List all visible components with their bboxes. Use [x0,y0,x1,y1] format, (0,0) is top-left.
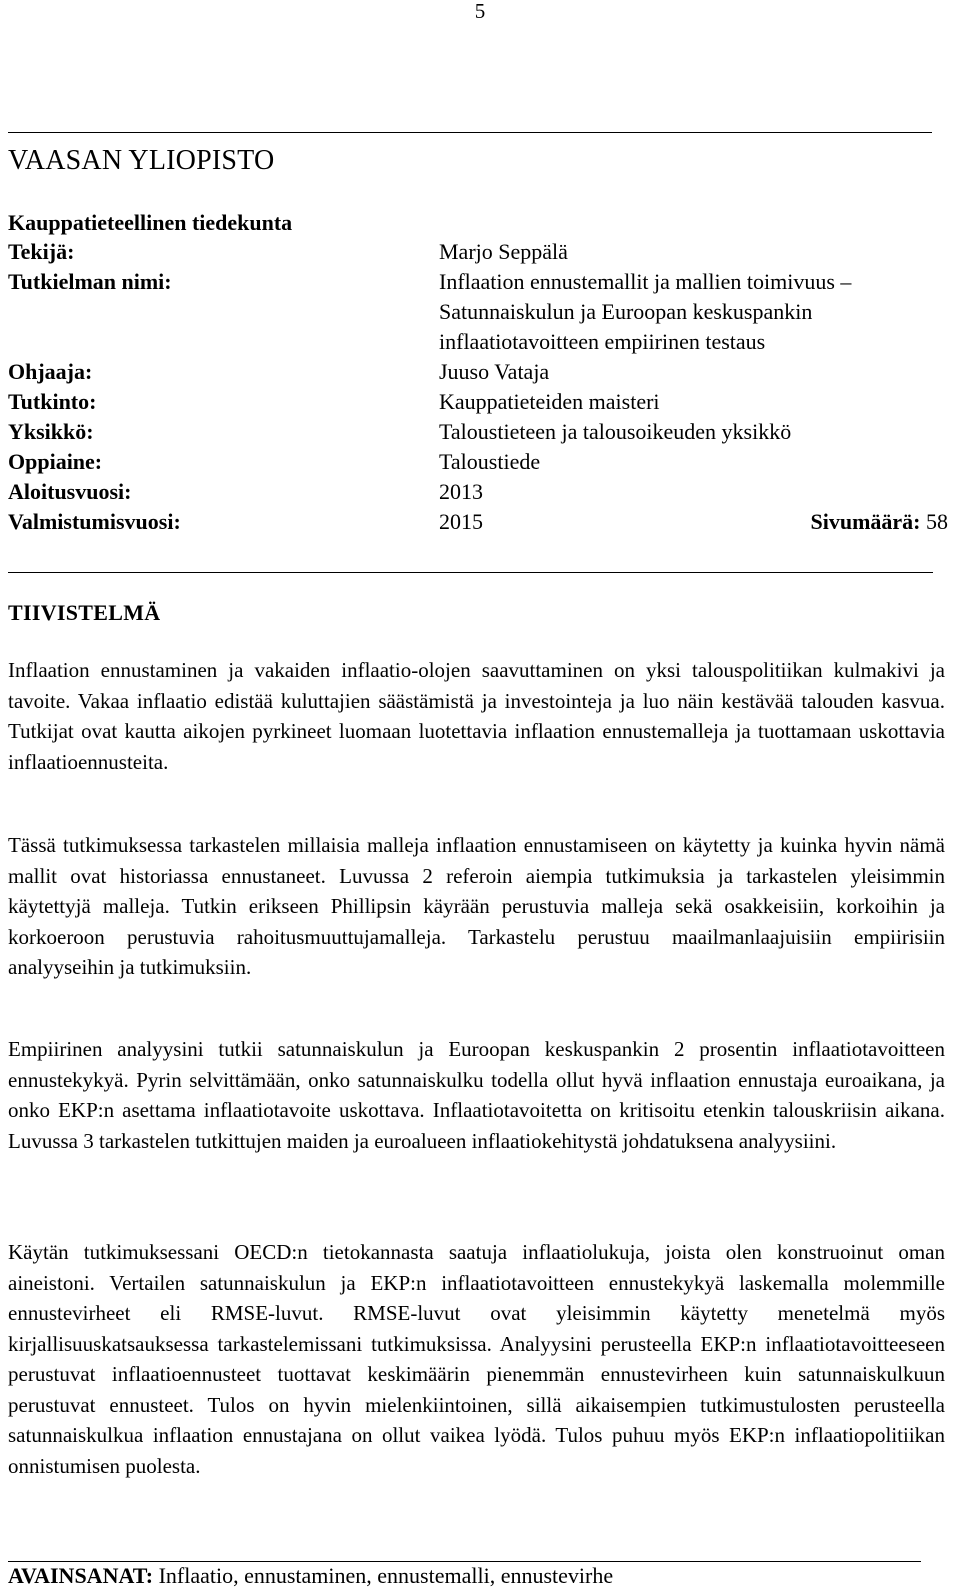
thesis-metadata [8,237,948,537]
faculty-name: Kauppatieteellinen tiedekunta [8,210,293,235]
unit-value: Taloustieteen ja talousoikeuden yksikkö [439,419,792,444]
author-label: Tekijä: [8,239,75,264]
keywords-value: Inflaatio, ennustaminen, ennustemalli, ennustevirhe [158,1563,614,1588]
unit-row [8,417,948,447]
keywords [8,1563,613,1589]
subject-row [8,447,948,477]
end-year-label: Valmistumisvuosi: [8,509,181,534]
thesis-title-row-2 [8,297,948,327]
end-year-row [8,507,948,537]
start-year-value: 2013 [439,479,483,504]
page-count-value: 58 [926,509,948,534]
page-number: 5 [474,0,486,23]
start-year-row [8,477,948,507]
thesis-title-label: Tutkielman nimi: [8,269,172,294]
page-count [811,507,949,537]
keywords-label: AVAINSANAT: [8,1563,154,1588]
thesis-title-row [8,267,948,297]
abstract-text-4: Käytän tutkimuksessani OECD:n tietokannasta saatuja inflaatiolukuja, joista olen konstruoinut oman aineistoni. Vertailen satunnaiskulun ja EKP:n inflaatiotavoitteen ennustekykyä laskemalla molemmille ennustevirheet eli RMSE-luvut. RMSE-luvut ovat yleisimmin käytetty menetelmä myös kirjallisuuskatsauksessa tarkastelemissani tutkimuksissa. Analyysini perusteella EKP:n inflaatiotavoitteeseen perustuvat inflaatioennusteet tuottavat keskimäärin pienemmän ennustevirheen kuin satunnaiskulkuun perustuvat ennusteet. Tulos on hyvin mielenkiintoinen, sillä aikaisempien tutkimustulosten perusteella satunnaiskulkua inflaation ennustajana on ollut vaikea lyödä. Tulos puhuu myös EKP:n inflaatiopolitiikan onnistumisen puolesta. [8,1240,945,1478]
page-count-label: Sivumäärä: [810,509,921,534]
university-name: VAASAN YLIOPISTO [8,145,275,176]
thesis-title-line-2: Satunnaiskulun ja Euroopan keskuspankin [439,299,813,324]
bottom-divider [8,1561,921,1562]
abstract-text-1: Inflaation ennustaminen ja vakaiden inflaatio-olojen saavuttaminen on yksi talouspolitiikan kulmakivi ja tavoite. Vakaa inflaatio edistää kuluttajien säästämistä ja investointeja ja luo näin kestävää talouden kasvua. Tutkijat ovat kautta aikojen pyrkineet luomaan luotettavia inflaation ennustemalleja ja tuottamaan uskottavia inflaatioennusteita. [8,658,945,774]
abstract-heading: TIIVISTELMÄ [8,600,161,625]
subject-value: Taloustiede [439,449,541,474]
start-year-label: Aloitusvuosi: [8,479,132,504]
supervisor-label: Ohjaaja: [8,359,93,384]
thesis-title-row-3 [8,327,948,357]
unit-label: Yksikkö: [8,419,94,444]
top-divider [8,132,932,133]
supervisor-value: Juuso Vataja [439,359,550,384]
thesis-title-line-3: inflaatiotavoitteen empiirinen testaus [439,329,766,354]
abstract-paragraph-2 [8,830,945,983]
degree-label: Tutkinto: [8,389,97,414]
author-value: Marjo Seppälä [439,239,568,264]
author-row [8,237,948,267]
middle-divider [8,572,933,573]
abstract-paragraph-1 [8,655,945,777]
thesis-title-line-1: Inflaation ennustemallit ja mallien toimivuus – [439,269,852,294]
abstract-text-2: Tässä tutkimuksessa tarkastelen millaisia malleja inflaation ennustamiseen on käytetty ja kuinka hyvin nämä mallit ovat historiassa ennustaneet. Luvussa 2 referoin aiempia tutkimuksia ja tarkastelen yleisimmin käytettyjä malleja. Tutkin erikseen Phillipsin käyrään perustuvia malleja sekä osakkeisiin, korkoihin ja korkoeroon perustuvia rahoitusmuuttujamalleja. Tarkastelu perustuu maailmanlaajuisiin empiirisiin analyyseihin ja tutkimuksiin. [8,833,945,979]
abstract-paragraph-3 [8,1034,945,1156]
subject-label: Oppiaine: [8,449,103,474]
supervisor-row [8,357,948,387]
degree-row [8,387,948,417]
end-year-value: 2015 [439,509,483,534]
abstract-paragraph-4 [8,1237,945,1481]
abstract-text-3: Empiirinen analyysini tutkii satunnaiskulun ja Euroopan keskuspankin 2 prosentin inflaatiotavoitteen ennustekykyä. Pyrin selvittämään, onko satunnaiskulku todella ollut hyvä inflaation ennustaja euroaikana, ja onko EKP:n asettama inflaatiotavoite uskottava. Inflaatiotavoitetta on kritisoitu etenkin talouskriisin aikana. Luvussa 3 tarkastelen tutkittujen maiden ja euroalueen inflaatiokehitystä johdatuksena analyysiini. [8,1037,945,1153]
degree-value: Kauppatieteiden maisteri [439,389,660,414]
